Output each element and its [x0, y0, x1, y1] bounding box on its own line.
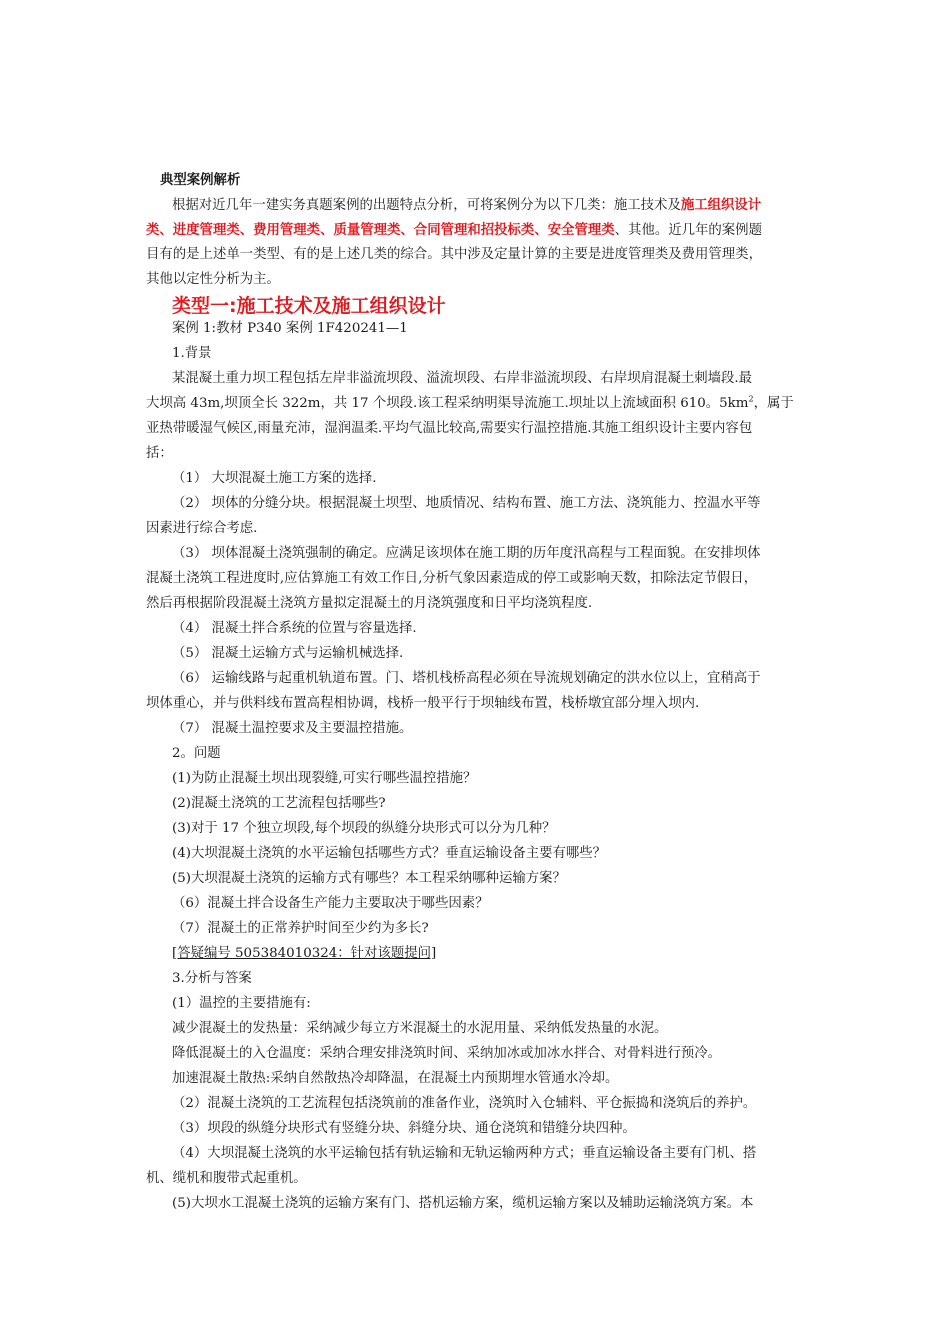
background-line-4: 括： [146, 446, 173, 461]
background-title: 1.背景 [172, 346, 212, 361]
question-2: (2)混凝土浇筑的工艺流程包括哪些? [172, 796, 386, 811]
answers-title: 3.分析与答案 [172, 971, 252, 986]
intro-highlight-categories: 类、进度管理类、费用管理类、质量管理类、合同管理和招投标类、安全管理类 [146, 222, 615, 238]
answer-1-point-2: 降低混凝土的入仓温度：采纳合理安排浇筑时间、采纳加冰或加冰水拌合、对骨料进行预冷。 [172, 1046, 722, 1061]
intro-text: 、其他。近几年的案例题 [614, 223, 762, 238]
qa-link[interactable]: [答疑编号 505384010324：针对该题提问] [172, 946, 437, 961]
item-2-line-2: 因素进行综合考虑. [146, 521, 258, 536]
answer-1-point-1: 减少混凝土的发热量：采纳减少每立方米混凝土的水泥用量、采纳低发热量的水泥。 [172, 1021, 668, 1036]
intro-line-3: 目有的是上述单一类型、有的是上述几类的综合。其中涉及定量计算的主要是进度管理类及费用管理类， [146, 247, 762, 262]
background-text-end: ，属于 [753, 396, 794, 411]
superscript: 2 [748, 394, 754, 404]
question-5: (5)大坝混凝土浇筑的运输方式有哪些？本工程采纳哪种运输方案？ [172, 871, 566, 886]
intro-line-1 [172, 196, 761, 215]
background-line-3: 亚热带暖湿气候区,雨量充沛，湿润温柔.平均气温比较高,需要实行温控措施.其施工组织设计主要内容包 [146, 421, 753, 436]
question-1: (1)为防止混凝土坝出现裂缝,可实行哪些温控措施？ [172, 771, 477, 786]
question-4: (4)大坝混凝土浇筑的水平运输包括哪些方式？垂直运输设备主要有哪些？ [172, 846, 607, 861]
item-6-line-1: （6） 运输线路与起重机轨道布置。门、塔机栈桥高程必须在导流规划确定的洪水位以上，宜稍高于 [172, 671, 761, 686]
questions-title: 2。问题 [172, 746, 221, 761]
answer-3: （3）坝段的纵缝分块形式有竖缝分块、斜缝分块、通仓浇筑和错缝分块四种。 [172, 1121, 636, 1136]
background-text: 大坝高 43m,坝顶全长 322m，共 17 个坝段.该工程采纳明渠导流施工.坝址以上流域面积 610。5km [146, 396, 749, 411]
item-3-line-3: 然后再根据阶段混凝土浇筑方量拟定混凝土的月浇筑强度和日平均浇筑程度. [146, 596, 593, 611]
item-5: （5） 混凝土运输方式与运输机械选择. [172, 646, 404, 661]
intro-line-4: 其他以定性分析为主。 [146, 272, 280, 287]
answer-4-line-2: 机、缆机和腹带式起重机。 [146, 1171, 307, 1186]
answer-1: (1）温控的主要措施有: [172, 996, 311, 1011]
intro-highlight: 施工组织设计 [680, 197, 762, 213]
answer-5-line-1: (5)大坝水工混凝土浇筑的运输方案有门、搭机运输方案，缆机运输方案以及辅助运输浇筑方案。本 [172, 1196, 754, 1211]
question-6: （6）混凝土拌合设备生产能力主要取决于哪些因素？ [172, 896, 489, 911]
item-4: （4） 混凝土拌合系统的位置与容量选择. [172, 621, 417, 636]
item-3-line-1: （3） 坝体混凝土浇筑强制的确定。应满足该坝体在施工期的历年度汛高程与工程面貌。在安排坝体 [172, 546, 761, 561]
intro-line-2 [146, 221, 762, 240]
question-3: (3)对于 17 个独立坝段,每个坝段的纵缝分块形式可以分为几种？ [172, 821, 556, 836]
background-line-1: 某混凝土重力坝工程包括左岸非溢流坝段、溢流坝段、右岸非溢流坝段、右岸坝肩混凝土刺墙段.最 [172, 371, 753, 386]
case-reference: 案例 1:教材 P340 案例 1F420241—1 [172, 321, 408, 336]
answer-4-line-1: （4）大坝混凝土浇筑的水平运输包括有轨运输和无轨运输两种方式；垂直运输设备主要有门机、搭 [172, 1146, 757, 1161]
question-7: （7）混凝土的正常养护时间至少约为多长? [172, 921, 429, 936]
background-line-2 [146, 395, 794, 413]
section-heading: 典型案例解析 [160, 173, 241, 188]
item-7: （7） 混凝土温控要求及主要温控措施。 [172, 721, 413, 736]
item-6-line-2: 坝体重心，并与供料线布置高程相协调，栈桥一般平行于坝轴线布置，栈桥墩宜部分埋入坝内. [146, 696, 700, 711]
answer-2: （2）混凝土浇筑的工艺流程包括浇筑前的准备作业，浇筑时入仓辅料、平仓振捣和浇筑后的养护。 [172, 1096, 757, 1111]
intro-text: 根据对近几年一建实务真题案例的出题特点分析，可将案例分为以下几类：施工技术及 [172, 198, 681, 213]
answer-1-point-3: 加速混凝土散热:采纳自然散热冷却降温，在混凝土内预期埋水管通水冷却。 [172, 1071, 619, 1086]
item-1: （1） 大坝混凝土施工方案的选择. [172, 471, 377, 486]
item-2-line-1: （2） 坝体的分缝分块。根据混凝土坝型、地质情况、结构布置、施工方法、浇筑能力、控温水平等 [172, 496, 761, 511]
type1-title: 类型一:施工技术及施工组织设计 [172, 295, 446, 317]
item-3-line-2: 混凝土浇筑工程进度时,应估算施工有效工作日,分析气象因素造成的停工或影响天数，扣除法定节假日， [146, 571, 758, 586]
